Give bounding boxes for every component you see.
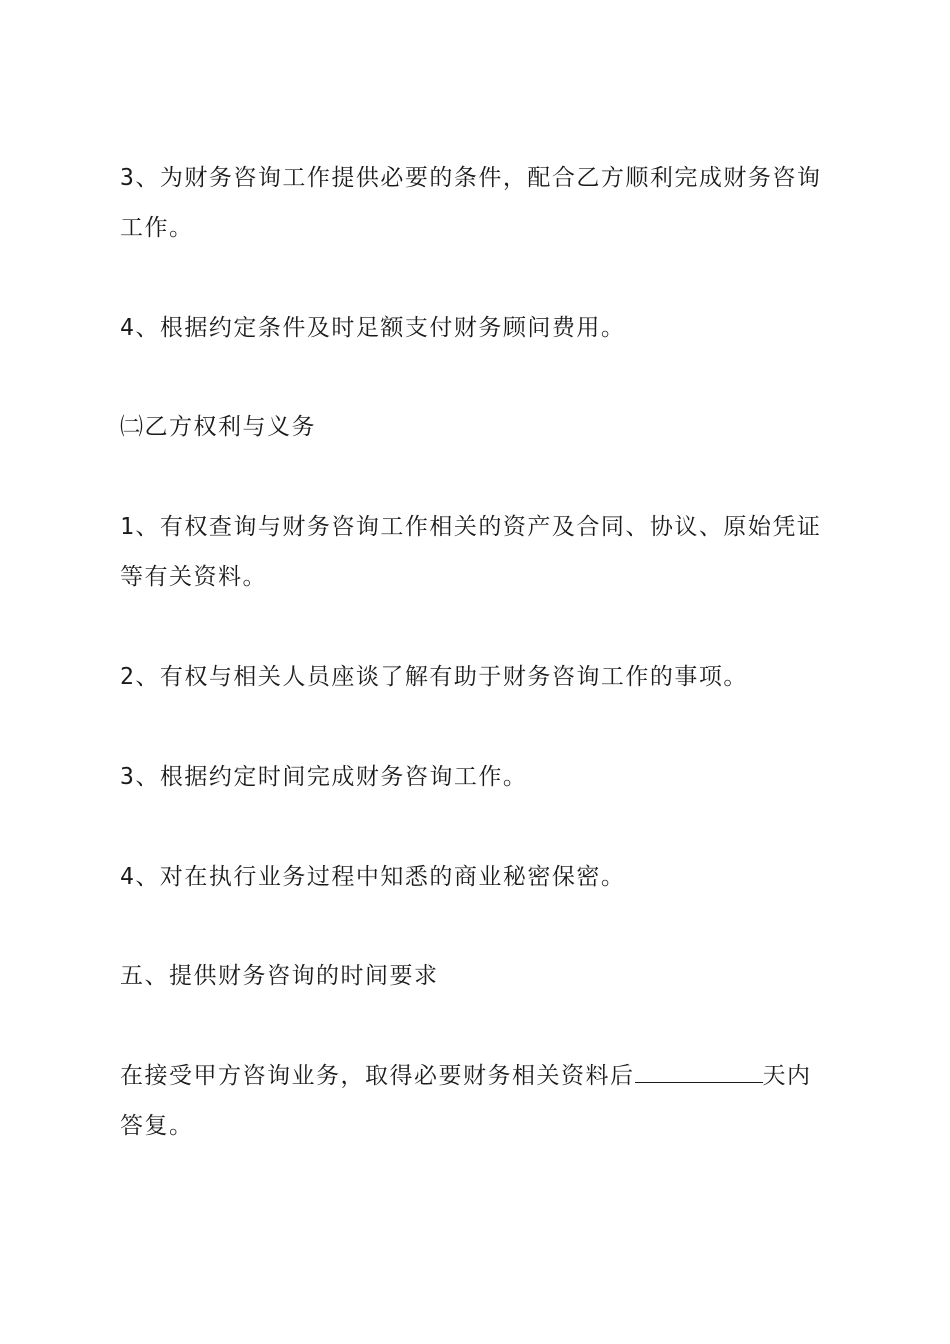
time-requirement-text-before: 在接受甲方咨询业务，取得必要财务相关资料后 xyxy=(120,1063,635,1089)
time-requirement-text-after: 天内答复。 xyxy=(120,1063,812,1139)
section-heading-party-b: ㈡乙方权利与义务 xyxy=(120,414,316,440)
clause-a-4: 4、根据约定条件及时足额支付财务顾问费用。 xyxy=(120,315,626,341)
days-blank-field xyxy=(635,1060,763,1083)
clause-b-1: 1、有权查询与财务咨询工作相关的资产及合同、协议、原始凭证等有关资料。 xyxy=(120,514,822,590)
section-heading-five: 五、提供财务咨询的时间要求 xyxy=(120,963,439,989)
time-requirement-paragraph xyxy=(120,1051,835,1151)
clause-b-2: 2、有权与相关人员座谈了解有助于财务咨询工作的事项。 xyxy=(120,664,748,690)
clause-b-3: 3、根据约定时间完成财务咨询工作。 xyxy=(120,764,528,790)
clause-a-3: 3、为财务咨询工作提供必要的条件，配合乙方顺利完成财务咨询工作。 xyxy=(120,165,822,241)
clause-b-4: 4、对在执行业务过程中知悉的商业秘密保密。 xyxy=(120,864,626,890)
